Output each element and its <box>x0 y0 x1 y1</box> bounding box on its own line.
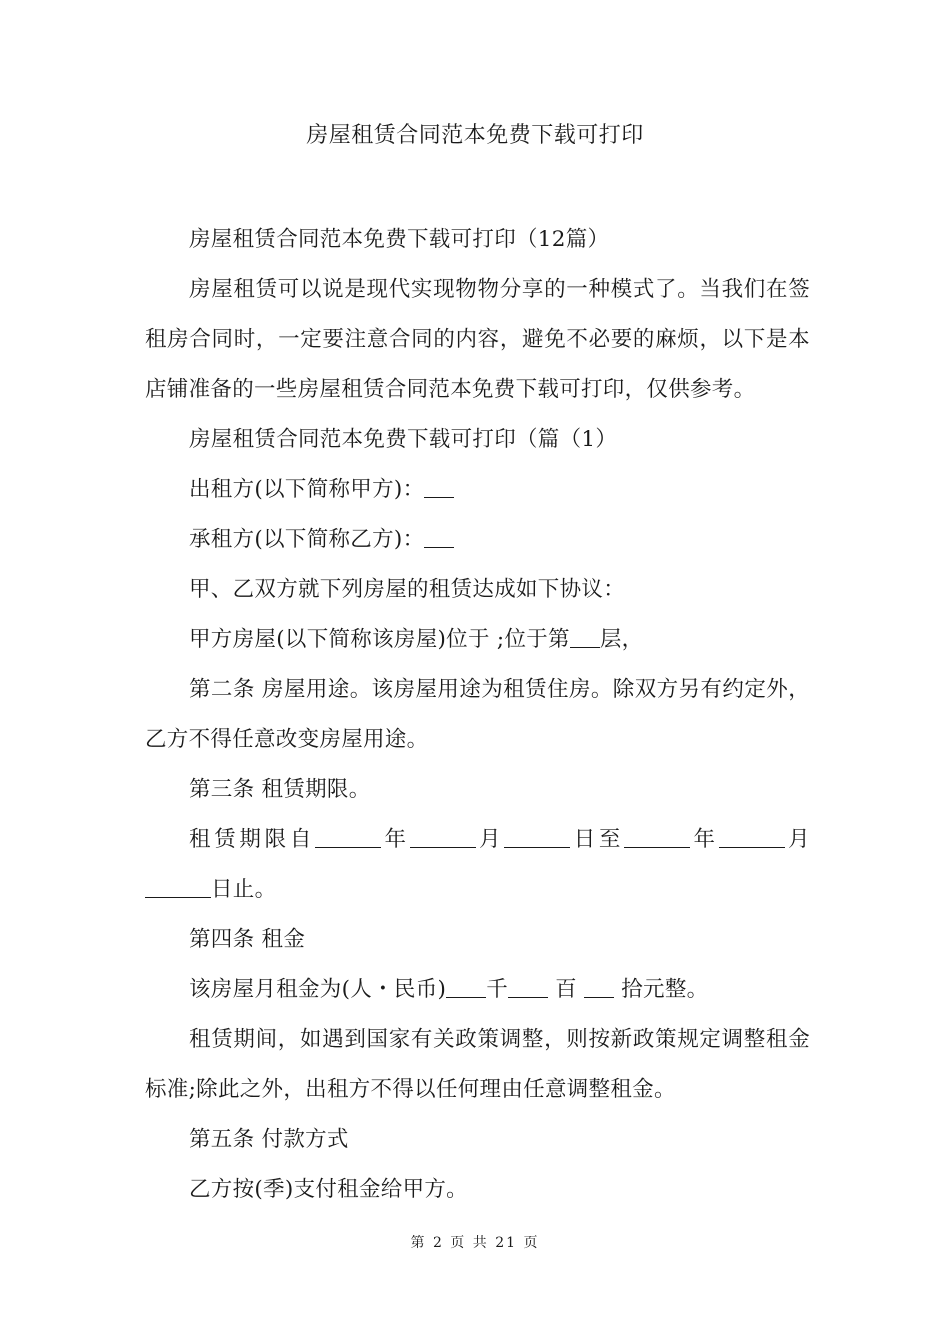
term-to: 日至 <box>570 827 625 852</box>
start-month-blank <box>410 825 476 848</box>
lessee-label: 承租方(以下简称乙方)： <box>189 527 425 552</box>
floor-suffix: 层， <box>599 627 644 652</box>
paragraph-article-4: 第四条 租金 <box>189 927 306 952</box>
paragraph-payment: 乙方按(季)支付租金给甲方。 <box>189 1177 468 1202</box>
tens-blank <box>584 975 614 998</box>
location-text: 甲方房屋(以下简称该房屋)位于 ;位于第 <box>189 627 570 652</box>
paragraph-intro: 房屋租赁可以说是现代实现物物分享的一种模式了。当我们在签租房合同时，一定要注意合同的内容，避免不必要的麻烦，以下是本店铺准备的一些房屋租赁合同范本免费下载可打印，仅供参考。 <box>145 277 810 402</box>
paragraph-rent-amount <box>145 965 810 1015</box>
paragraph-article-5: 第五条 付款方式 <box>189 1127 349 1152</box>
end-day-blank <box>145 875 211 898</box>
hundreds-blank <box>508 975 548 998</box>
paragraph-rent-adjustment: 租赁期间，如遇到国家有关政策调整，则按新政策规定调整租金标准;除此之外，出租方不得以任何理由任意调整租金。 <box>145 1027 810 1102</box>
start-year-blank <box>315 825 381 848</box>
thousands-label: 千 <box>486 977 508 1002</box>
paragraph-article-3: 第三条 租赁期限。 <box>189 777 371 802</box>
term-month: 月 <box>475 827 505 852</box>
thousands-blank <box>446 975 486 998</box>
hundreds-label: 百 <box>548 977 585 1002</box>
paragraph-lessee <box>145 515 810 565</box>
lessor-label: 出租方(以下简称甲方)： <box>189 477 425 502</box>
lessee-blank <box>424 525 454 548</box>
end-month-blank <box>719 825 785 848</box>
paragraph-article-2: 第二条 房屋用途。该房屋用途为租赁住房。除双方另有约定外，乙方不得任意改变房屋用途。 <box>145 677 810 752</box>
lessor-blank <box>424 475 454 498</box>
paragraph-subtitle: 房屋租赁合同范本免费下载可打印（12篇） <box>189 227 610 252</box>
term-year: 年 <box>381 827 410 852</box>
paragraph-section-heading: 房屋租赁合同范本免费下载可打印（篇（1） <box>189 427 618 452</box>
term-from: 租赁期限自 <box>189 827 316 852</box>
tens-label: 拾元整。 <box>614 977 709 1002</box>
start-day-blank <box>504 825 570 848</box>
term-end: 日止。 <box>211 877 277 902</box>
document-title: 房屋租赁合同范本免费下载可打印 <box>306 123 644 148</box>
term-year-2: 年 <box>690 827 719 852</box>
paragraph-location <box>145 615 810 665</box>
document-body <box>145 215 810 1215</box>
paragraph-lease-term <box>145 815 810 915</box>
rent-label: 该房屋月租金为(人・民币) <box>189 977 447 1002</box>
end-year-blank <box>624 825 690 848</box>
page-number: 第 2 页 共 21 页 <box>410 1235 540 1251</box>
paragraph-lessor <box>145 465 810 515</box>
floor-blank <box>570 625 600 648</box>
term-month-2: 月 <box>784 827 810 852</box>
paragraph-agreement: 甲、乙双方就下列房屋的租赁达成如下协议： <box>189 577 626 602</box>
